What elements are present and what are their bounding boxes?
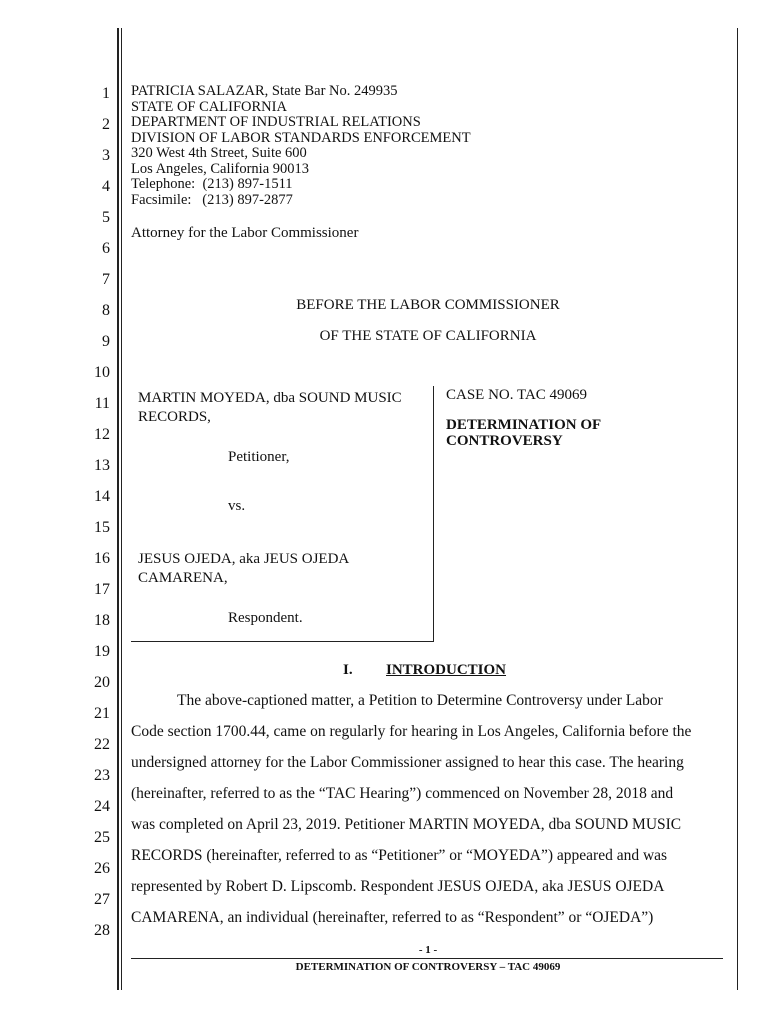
page-number: - 1 - (418, 944, 438, 956)
line-number: 1 (102, 85, 110, 102)
line-number: 8 (102, 302, 110, 319)
respondent-label: Respondent. (228, 610, 303, 626)
body-line: Code section 1700.44, came on regularly for hearing in Los Angeles, California before the (131, 723, 692, 740)
footer-rule (131, 958, 723, 959)
petitioner-name: MARTIN MOYEDA, dba SOUND MUSIC (138, 390, 402, 406)
line-number: 23 (94, 767, 110, 784)
case-number: CASE NO. TAC 49069 (446, 387, 588, 403)
body-line: CAMARENA, an individual (hereinafter, referred to as “Respondent” or “OJEDA”) (131, 909, 654, 926)
left-margin-rule-outer (117, 28, 119, 990)
line-number: 16 (94, 550, 110, 567)
body-line: represented by Robert D. Lipscomb. Respondent JESUS OJEDA, aka JESUS OJEDA (131, 878, 665, 895)
petitioner-label: Petitioner, (228, 449, 290, 465)
line-number: 3 (102, 147, 110, 164)
line-number: 15 (94, 519, 110, 536)
section-number: I. (343, 662, 353, 678)
line-number: 28 (94, 922, 110, 939)
respondent-name: JESUS OJEDA, aka JEUS OJEDA (138, 551, 350, 567)
footer-title: DETERMINATION OF CONTROVERSY – TAC 49069 (295, 961, 561, 973)
line-number: 5 (102, 209, 110, 226)
caption-bottom-rule (131, 641, 434, 642)
line-number: 4 (102, 178, 110, 195)
body-line: was completed on April 23, 2019. Petitioner MARTIN MOYEDA, dba SOUND MUSIC (131, 816, 682, 833)
line-number: 6 (102, 240, 110, 257)
line-number: 2 (102, 116, 110, 133)
respondent-name-continued: CAMARENA, (138, 570, 228, 586)
line-number: 26 (94, 860, 110, 877)
attorney-name: PATRICIA SALAZAR, State Bar No. 249935 (131, 83, 398, 99)
line-number: 27 (94, 891, 110, 908)
left-margin-rule-inner (121, 28, 122, 990)
right-margin-rule (737, 28, 738, 990)
attorney-division: DIVISION OF LABOR STANDARDS ENFORCEMENT (131, 129, 471, 146)
attorney-agency: STATE OF CALIFORNIA (131, 98, 287, 115)
line-number: 19 (94, 643, 110, 660)
line-number: 14 (94, 488, 110, 505)
versus: vs. (228, 498, 246, 514)
petitioner-name-continued: RECORDS, (138, 409, 211, 425)
caption-vertical-divider (433, 386, 434, 642)
line-number: 10 (94, 364, 110, 381)
line-number: 25 (94, 829, 110, 846)
line-number: 17 (94, 581, 110, 598)
attorney-telephone: Telephone: (213) 897-1511 (131, 176, 293, 192)
line-number: 22 (94, 736, 110, 753)
body-line: undersigned attorney for the Labor Commissioner assigned to hear this case. The hearing (131, 754, 684, 771)
line-number: 7 (102, 271, 110, 288)
body-line: (hereinafter, referred to as the “TAC Hearing”) commenced on November 28, 2018 and (131, 785, 674, 802)
attorney-city: Los Angeles, California 90013 (131, 160, 310, 177)
attorney-department: DEPARTMENT OF INDUSTRIAL RELATIONS (131, 114, 421, 130)
document-title: DETERMINATION OF (446, 417, 602, 433)
line-number: 20 (94, 674, 110, 691)
line-number: 13 (94, 457, 110, 474)
court-title-line-1: BEFORE THE LABOR COMMISSIONER (296, 297, 560, 313)
line-number: 18 (94, 612, 110, 629)
attorney-facsimile: Facsimile: (213) 897-2877 (131, 191, 293, 208)
line-number: 9 (102, 333, 110, 350)
line-number: 12 (94, 426, 110, 443)
line-number: 21 (94, 705, 110, 722)
line-number: 11 (94, 395, 110, 412)
document-title-continued: CONTROVERSY (446, 433, 563, 449)
court-title-line-2: OF THE STATE OF CALIFORNIA (319, 328, 537, 344)
body-line: The above-captioned matter, a Petition to Determine Controversy under Labor (177, 692, 663, 709)
attorney-role: Attorney for the Labor Commissioner (131, 225, 359, 241)
section-heading: INTRODUCTION (386, 662, 507, 678)
attorney-street: 320 West 4th Street, Suite 600 (131, 145, 307, 161)
line-number: 24 (94, 798, 110, 815)
body-line: RECORDS (hereinafter, referred to as “Petitioner” or “MOYEDA”) appeared and was (131, 847, 668, 864)
